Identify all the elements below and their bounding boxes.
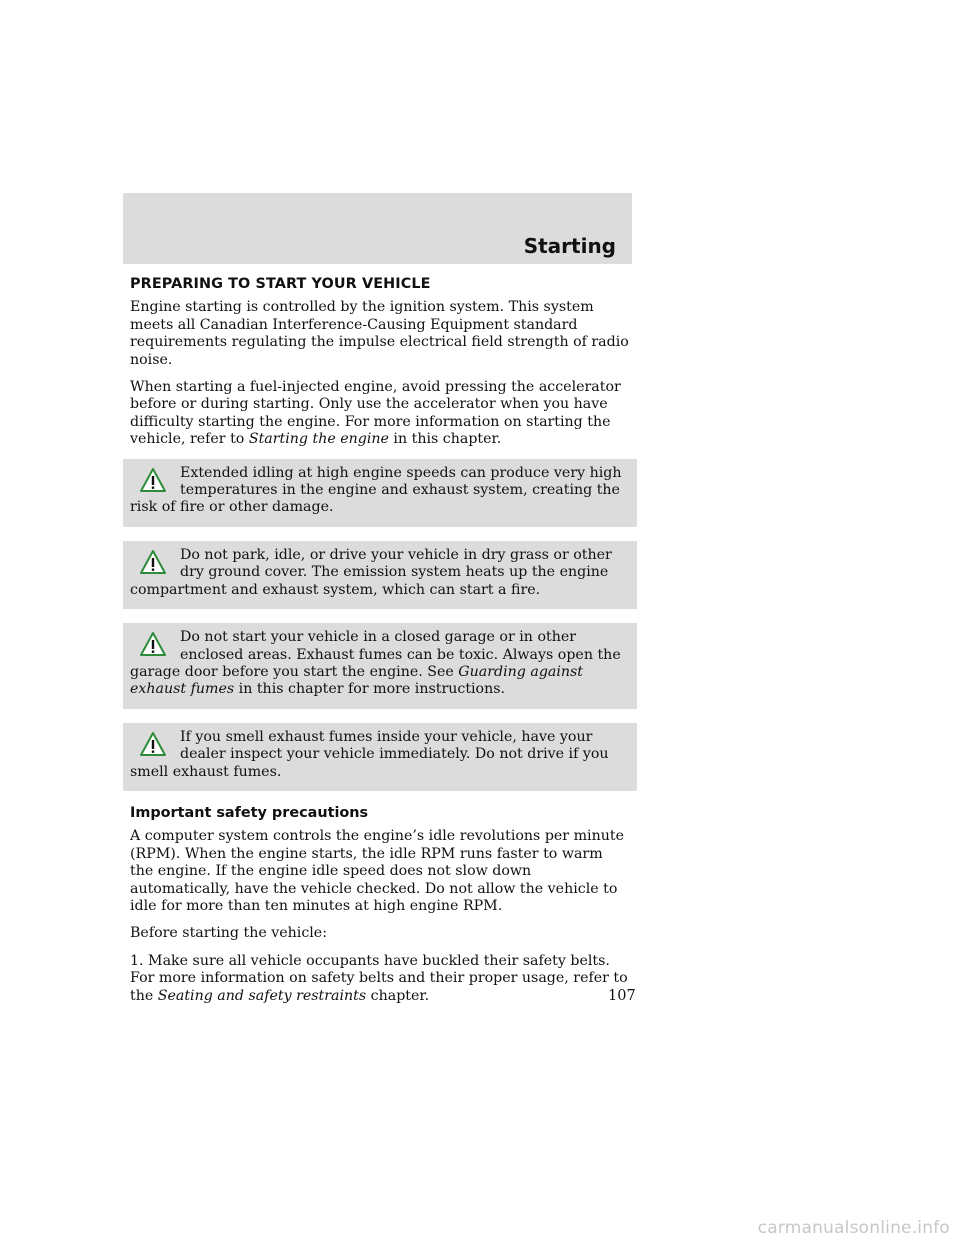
idle-paragraph: A computer system controls the engine’s idle revolutions per minute (RPM). When the engine starts, the idle RPM runs faster to warm the engine. If the engine idle speed does not slow down automatically, have the vehicle checked. Do not allow the vehicle to idle for more than ten minutes at high engine RPM. [130, 828, 624, 914]
cross-reference: Guarding against exhaust fumes [130, 663, 584, 698]
warning-box [123, 459, 637, 527]
step-text: 1. Make sure all vehicle occupants have buckled their safety belts. For more information on safety belts and their proper usage, refer to the [130, 952, 628, 1004]
warning-text-part: Do not start your vehicle in a closed garage or in other enclosed areas. Exhaust fumes can be toxic. Always open the garage door before you start the engine. See [130, 629, 621, 680]
section-heading: PREPARING TO START YOUR VEHICLE [130, 276, 431, 292]
cross-reference: Seating and safety restraints [157, 987, 367, 1004]
step-1 [130, 953, 630, 1005]
watermark: carmanualsonline.info [757, 1218, 950, 1238]
before-starting-paragraph: Before starting the vehicle: [130, 925, 327, 942]
page-content [130, 276, 630, 1015]
paragraph-text: in this chapter. [388, 431, 502, 448]
cross-reference: Starting the engine [248, 431, 389, 448]
subsection-heading: Important safety precautions [130, 804, 369, 821]
fuel-injected-paragraph [130, 379, 630, 449]
paragraph-text: When starting a fuel-injected engine, avoid pressing the accelerator before or during starting. Only use the accelerator when you have difficulty starting the engine. For more information on starting the vehicle, refer to [130, 379, 621, 448]
warning-triangle-icon [140, 731, 166, 757]
warning-box [123, 541, 637, 609]
chapter-title: Starting [523, 234, 616, 258]
warning-text [130, 629, 629, 699]
warning-box [123, 723, 637, 791]
intro-paragraph: Engine starting is controlled by the ignition system. This system meets all Canadian Interference-Causing Equipment standard requirements regulating the impulse electrical field strength of radio noise. [130, 299, 629, 368]
warning-triangle-icon [140, 549, 166, 575]
warning-triangle-icon [140, 467, 166, 493]
step-text: chapter. [366, 987, 430, 1004]
warning-box [123, 623, 637, 709]
warning-text-part: in this chapter for more instructions. [234, 681, 506, 698]
warning-text: If you smell exhaust fumes inside your vehicle, have your dealer inspect your vehicle immediately. Do not drive if you smell exhaust fumes. [130, 728, 609, 780]
warning-text: Extended idling at high engine speeds can produce very high temperatures in the engine and exhaust system, creating the risk of fire or other damage. [130, 464, 622, 516]
warning-triangle-icon [140, 631, 166, 657]
chapter-header-band [123, 193, 632, 264]
page-number: 107 [608, 988, 636, 1004]
warning-text: Do not park, idle, or drive your vehicle in dry grass or other dry ground cover. The emission system heats up the engine compartment and exhaust system, which can start a fire. [130, 546, 612, 598]
